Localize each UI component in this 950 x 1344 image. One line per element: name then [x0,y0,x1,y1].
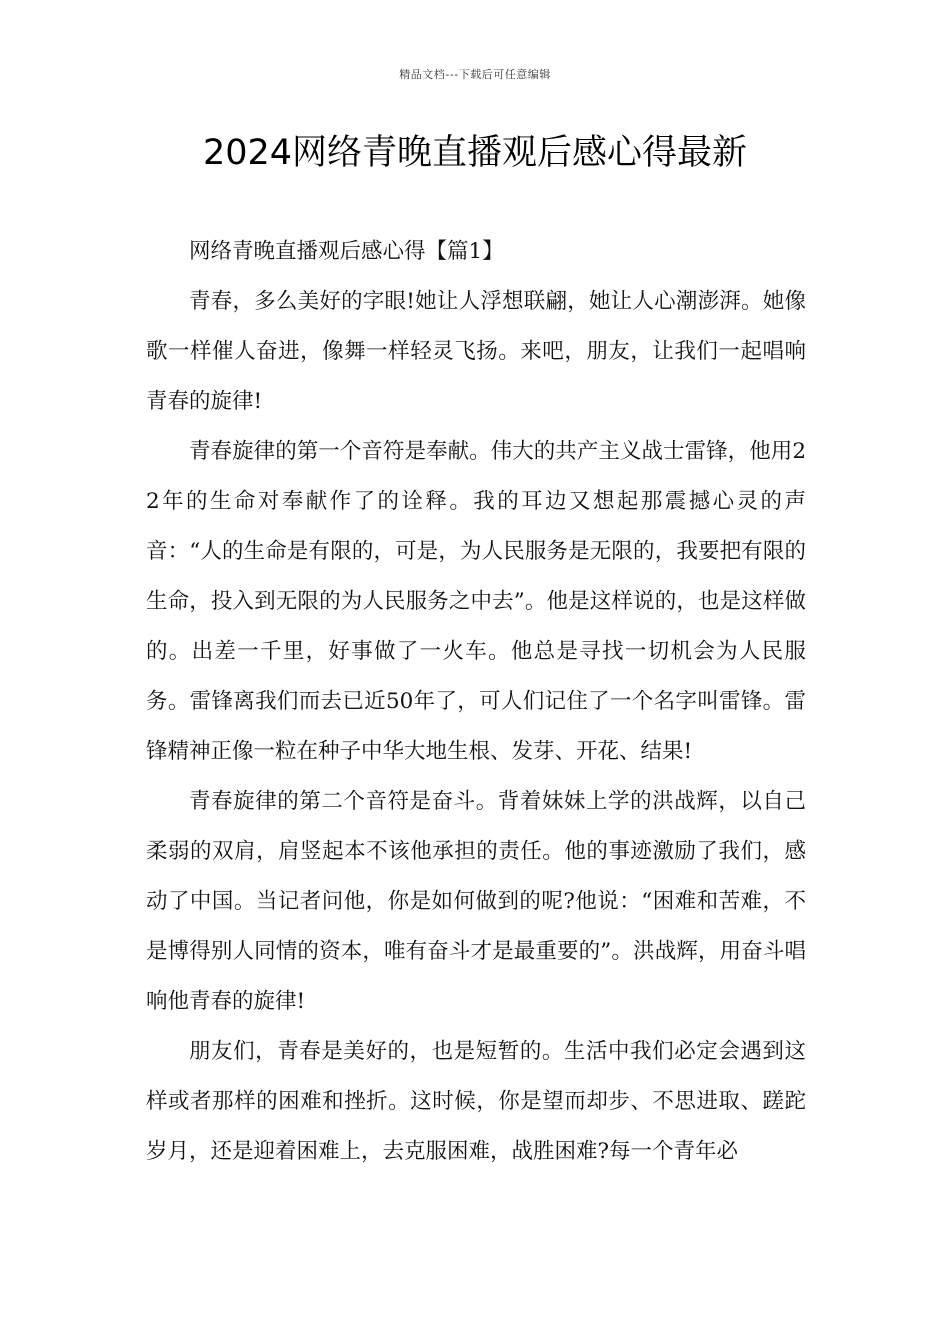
paragraph-4: 朋友们，青春是美好的，也是短暂的。生活中我们必定会遇到这样或者那样的困难和挫折。这时候，你是望而却步、不思进取、蹉跎岁月，还是迎着困难上，去克服困难，战胜困难?每一个青年必 [146,1039,806,1164]
paragraph-3: 青春旋律的第二个音符是奋斗。背着妹妹上学的洪战辉，以自己柔弱的双肩，肩竖起本不该他承担的责任。他的事迹激励了我们，感动了中国。当记者问他，你是如何做到的呢?他说：“困难和苦难，不是博得别人同情的资本，唯有奋斗才是最重要的”。洪战辉，用奋斗唱响他青春的旋律! [146,789,806,1014]
section-heading: 网络青晚直播观后感心得【篇1】 [189,239,504,264]
page-header-note: 精品文档---下载后可任意编辑 [399,68,551,81]
document-body [146,227,806,1177]
paragraph-2: 青春旋律的第一个音符是奉献。伟大的共产主义战士雷锋，他用22年的生命对奉献作了的诠释。我的耳边又想起那震撼心灵的声音：“人的生命是有限的，可是，为人民服务是无限的，我要把有限的生命，投入到无限的为人民服务之中去”。他是这样说的，也是这样做的。出差一千里，好事做了一火车。他总是寻找一切机会为人民服务。雷锋离我们而去已近50年了，可人们记住了一个名字叫雷锋。雷锋精神正像一粒在种子中华大地生根、发芽、开花、结果! [146,439,806,764]
document-title: 2024网络青晚直播观后感心得最新 [202,133,748,173]
paragraph-1: 青春，多么美好的字眼!她让人浮想联翩，她让人心潮澎湃。她像歌一样催人奋进，像舞一样轻灵飞扬。来吧，朋友，让我们一起唱响青春的旋律! [146,289,806,414]
